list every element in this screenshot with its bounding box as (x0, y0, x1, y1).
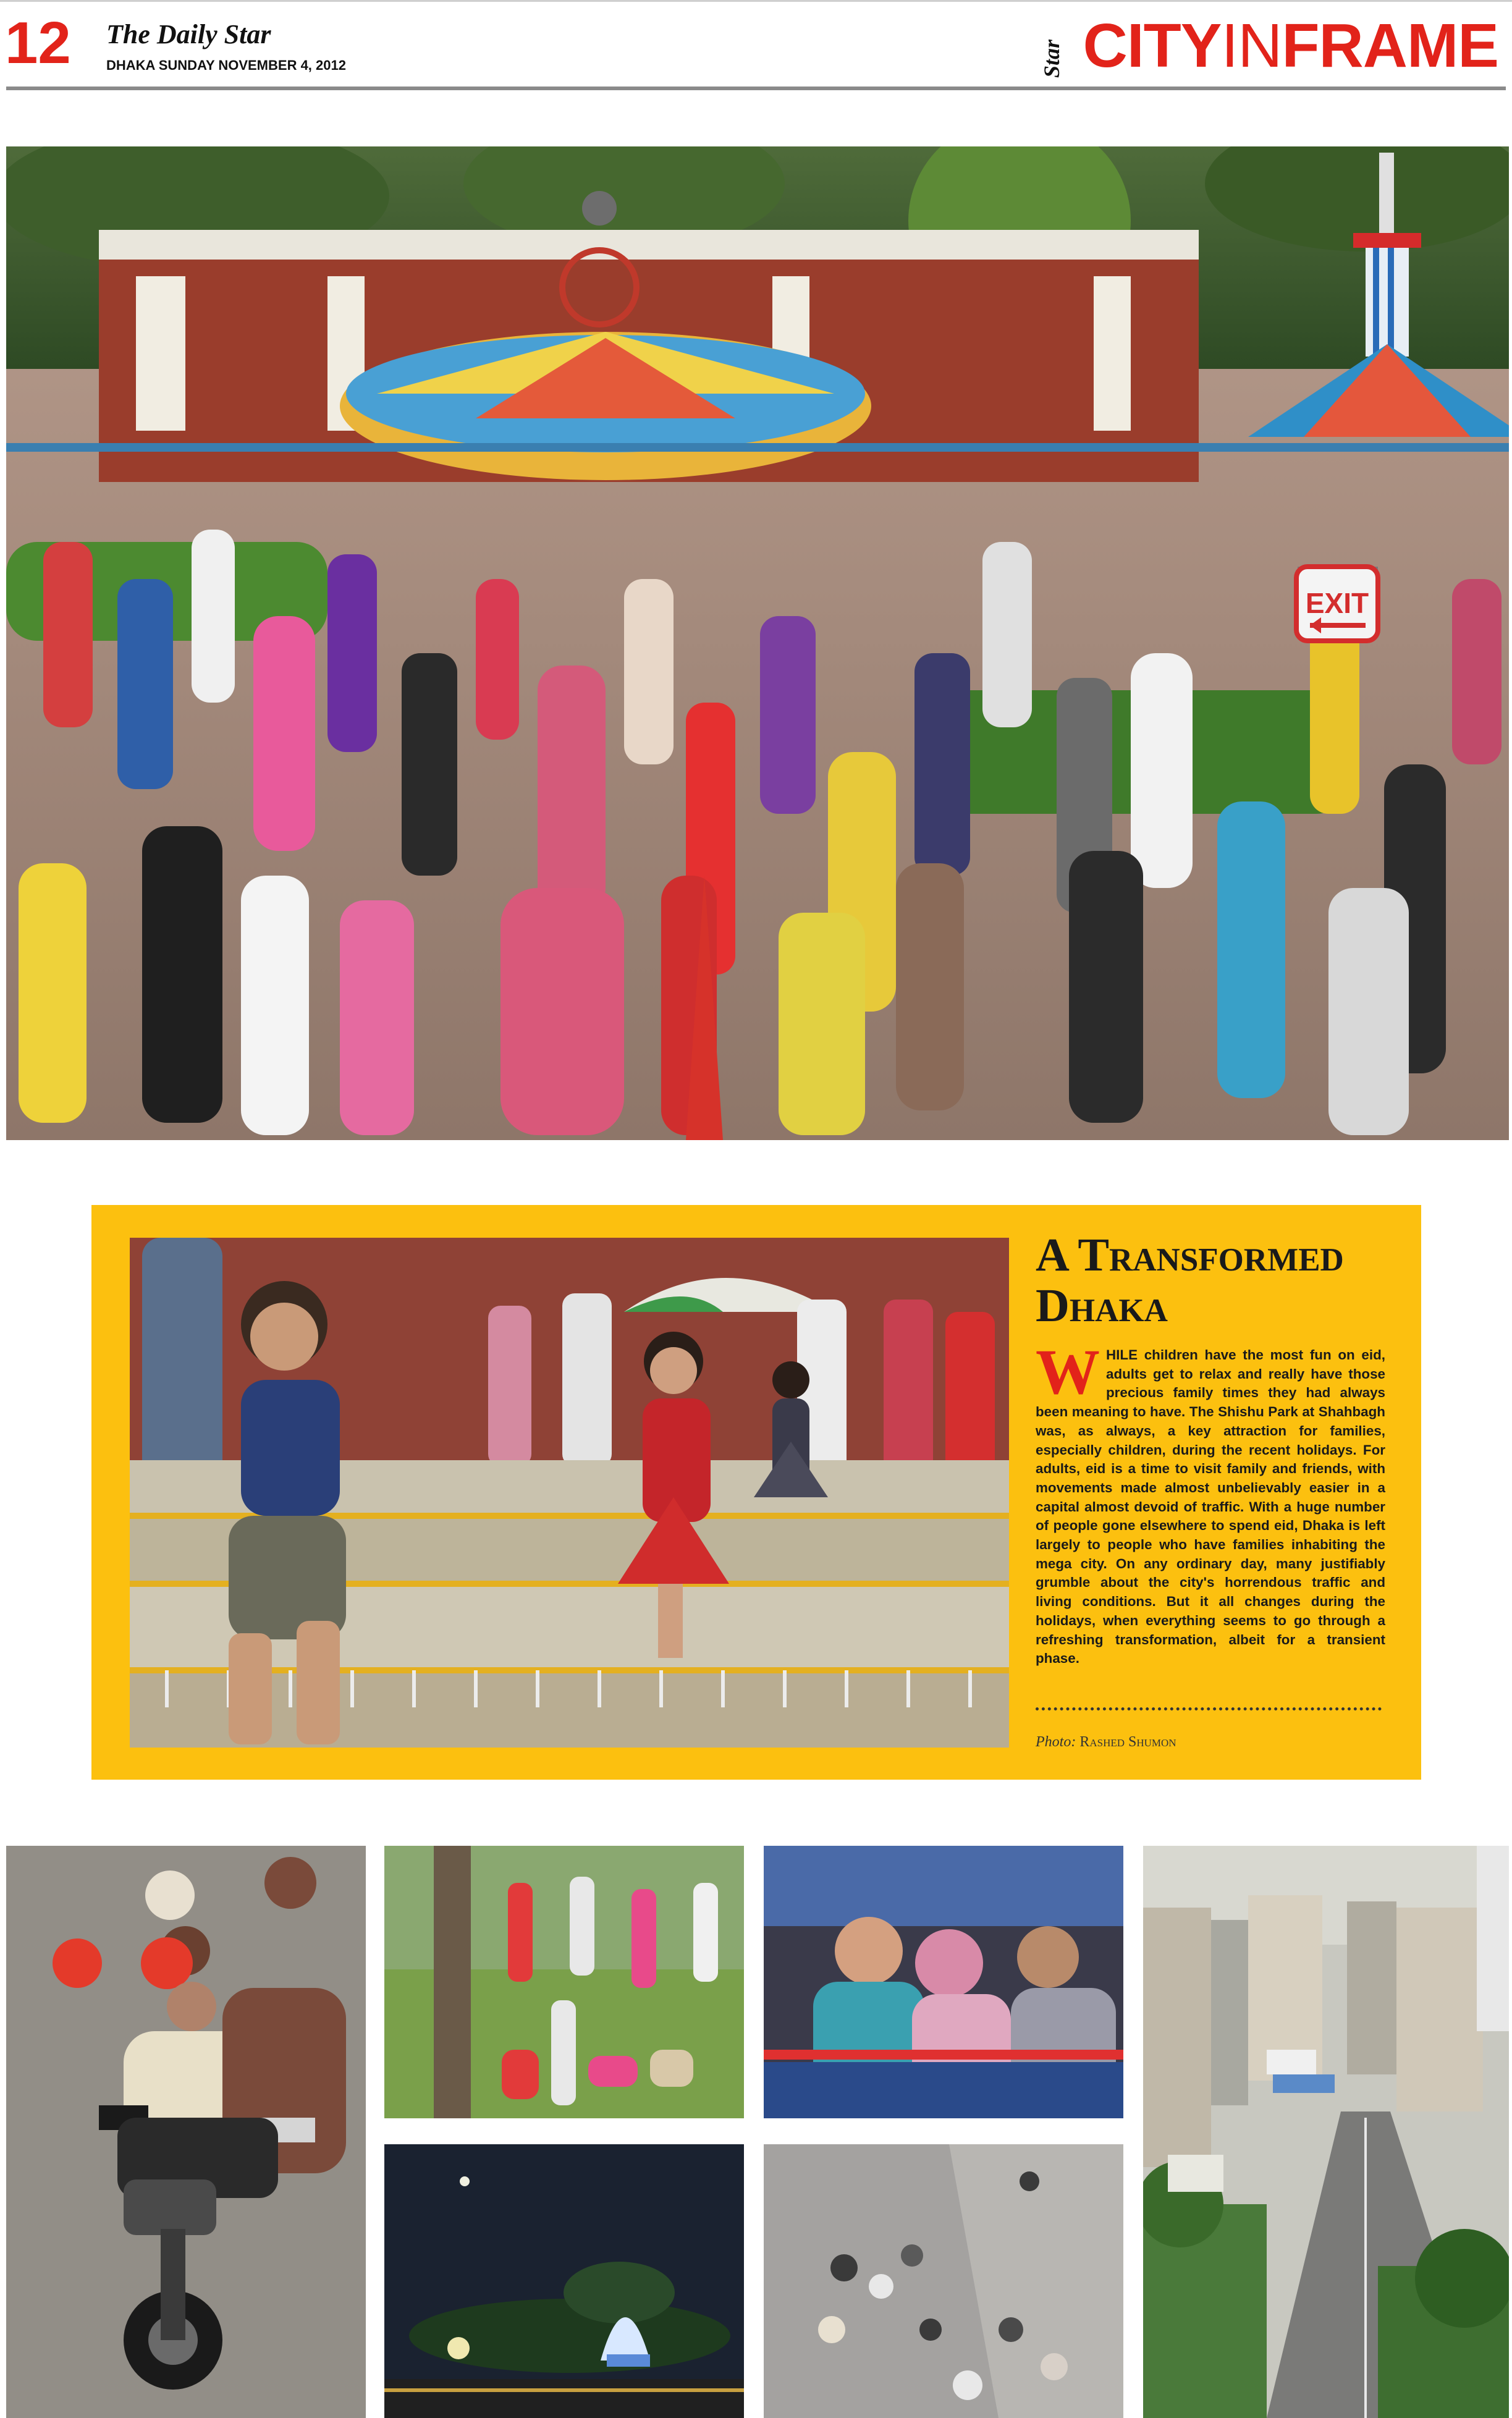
star-logo-mark (1038, 25, 1066, 80)
exit-sign (1296, 567, 1378, 641)
feature-body (1036, 1337, 1385, 1668)
feature-photo-trampoline (130, 1238, 1009, 1748)
photo-family-ride (764, 1846, 1123, 2118)
photo-park-lawn (384, 1846, 744, 2118)
dateline: DHAKA SUNDAY NOVEMBER 4, 2012 (106, 57, 346, 73)
photo-aerial-crowd (764, 2144, 1123, 2418)
header-rule (6, 87, 1506, 90)
photo-credit-name: Rashed Shumon (1079, 1734, 1176, 1750)
newspaper-name: The Daily Star (106, 19, 271, 49)
drop-cap: W (1036, 1337, 1100, 1408)
section-title-frame: FRAME (1282, 11, 1498, 80)
feature-headline (1036, 1230, 1400, 1331)
page-number: 12 (5, 10, 71, 76)
headline-line-1: A Transformed (1036, 1229, 1344, 1281)
dotted-divider (1036, 1707, 1382, 1710)
top-border (0, 0, 1512, 2)
section-title-city: CITY (1083, 11, 1222, 80)
headline-line-2: Dhaka (1036, 1280, 1168, 1332)
section-title-in: IN (1221, 11, 1282, 80)
photo-motorbike-family (6, 1846, 366, 2418)
photo-night-fountain (384, 2144, 744, 2418)
exit-sign-text: EXIT (1305, 587, 1369, 619)
feature-body-text: HILE children have the most fun on eid, adults get to relax and really have those precious family times they had always been meaning to have. The Shishu Park at Shahbagh was, as always, a key attraction for families, especially children, during the recent holidays. For adults, eid is a time to visit family and friends, with movements made almost unbelievably easier in a capital almost devoid of traffic. With a huge number of people gone elsewhere to spend eid, Dhaka is left largely to people who have families inhabiting the mega city. On any ordinary day, many justifiably grumble about the city's horrendous traffic and living conditions. But it all changes during the holidays, when everything seems to go through a refreshing transformation, albeit for a transient phase. (1036, 1347, 1385, 1667)
section-title (1083, 11, 1498, 80)
star-logo-text: Star (1039, 39, 1064, 78)
main-photo-crowd (6, 146, 1509, 1140)
photo-city-street (1143, 1846, 1509, 2418)
photo-credit-label: Photo: (1036, 1734, 1076, 1750)
photo-credit (1036, 1734, 1176, 1751)
